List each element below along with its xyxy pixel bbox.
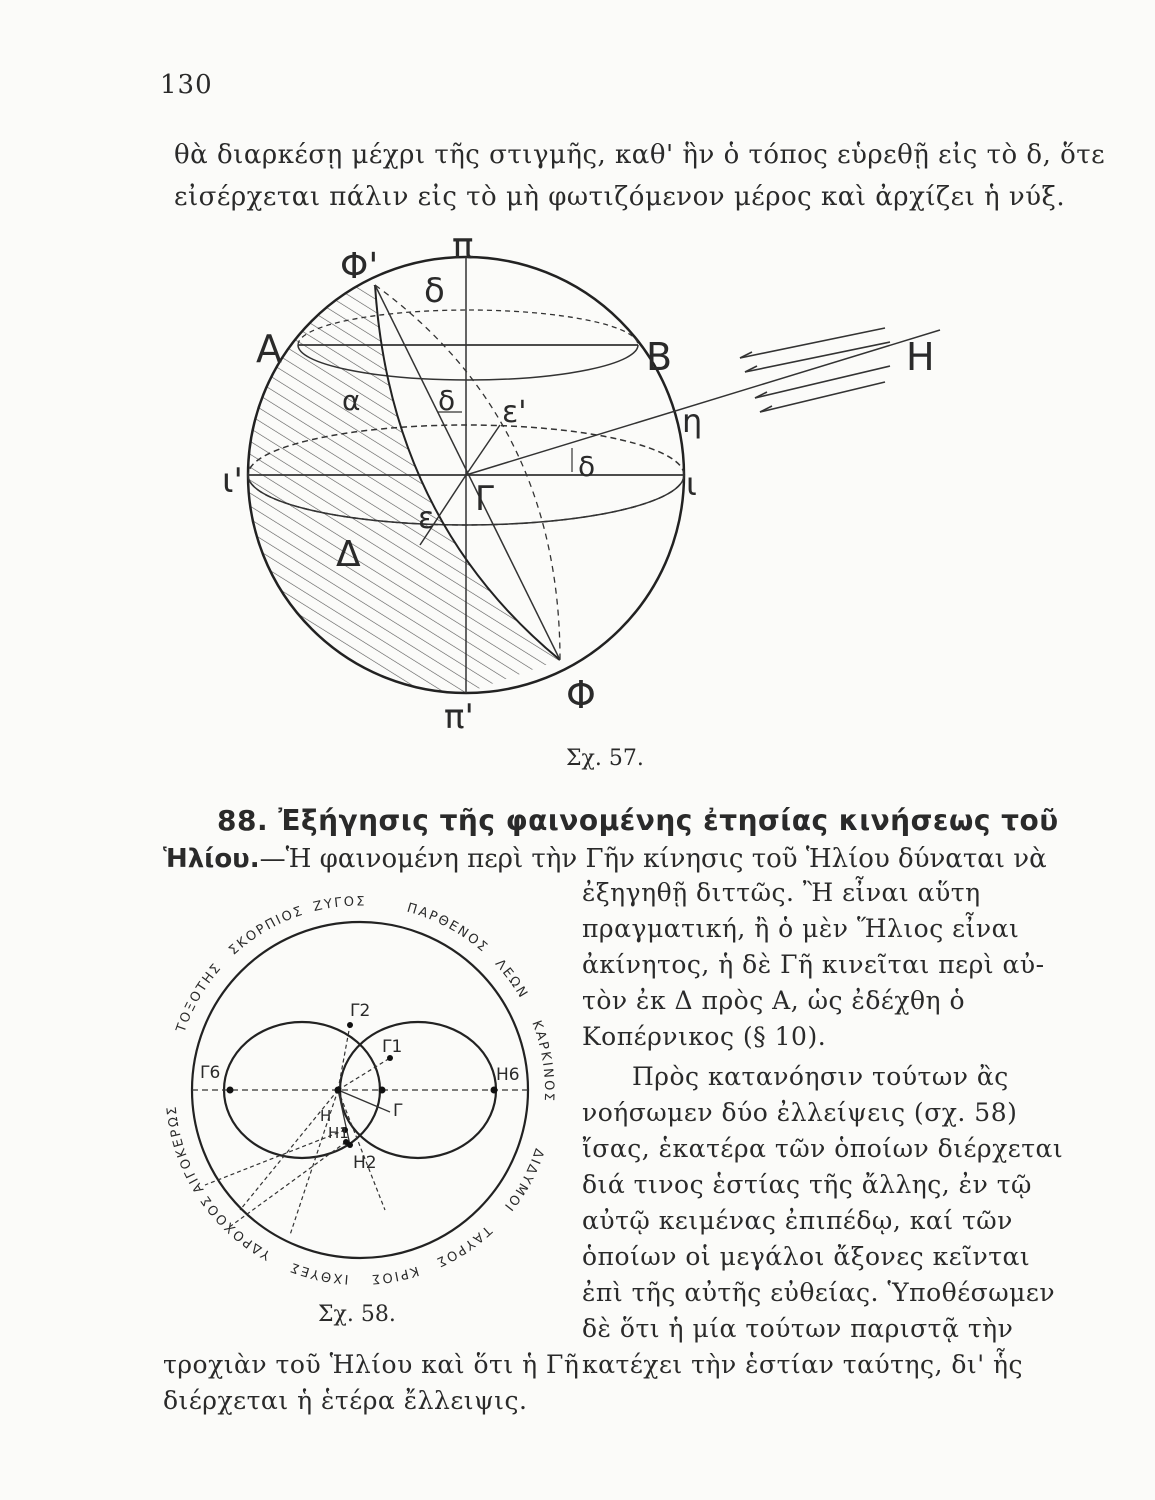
label-eta: η — [682, 402, 703, 440]
svg-text:ΤΟΞΟΤΗΣ — [173, 960, 225, 1035]
zodiac-didymoi: ΔΙΔΥΜΟΙ — [499, 1146, 547, 1215]
zodiac-aigokeros: ΑΙΓΟΚΕΡΩΣ — [164, 1104, 208, 1196]
section-heading — [217, 804, 1059, 837]
svg-text:ΔΙΔΥΜΟΙ — [500, 1146, 546, 1214]
rcol-line-5: Κοπέρνικος (§ 10). — [582, 1022, 827, 1051]
label-pi: π — [452, 226, 474, 267]
label-h2: Η2 — [353, 1153, 377, 1173]
fig57-caption: Σχ. 57. — [566, 746, 644, 771]
rcol-line-1: ἐξηγηθῇ διττῶς. Ἢ εἶναι αὕτη — [582, 878, 981, 907]
rcol-line-13: δὲ ὅτι ἡ μία τούτων παριστᾷ τὴν — [582, 1314, 1014, 1343]
label-h1: Η1 — [328, 1124, 349, 1142]
zodiac-ydrochoos: ΥΔΡΟΧΟΟΣ — [197, 1191, 274, 1263]
label-pi-prime: π' — [444, 697, 474, 737]
label-A: Α — [256, 327, 282, 371]
zodiac-tauros: ΤΑΥΡΟΣ — [432, 1222, 495, 1270]
label-epsilon-prime: ε' — [502, 395, 527, 430]
fig58-caption: Σχ. 58. — [318, 1302, 396, 1327]
rcol-line-8: ἴσας, ἑκατέρα τῶν ὁποίων διέρχεται — [582, 1134, 1064, 1163]
label-gamma: Γ — [475, 479, 494, 519]
section-heading-line-2 — [163, 844, 1047, 874]
label-g6: Γ6 — [200, 1063, 221, 1083]
bottom-line-1-left: τροχιὰν τοῦ Ἡλίου καὶ ὅτι ἡ Γῆ — [163, 1350, 580, 1379]
label-h: Η — [320, 1107, 332, 1125]
rcol-line-4: τὸν ἐκ Δ πρὸς Α, ὡς ἐδέχθη ὁ — [582, 986, 966, 1015]
section-title-bold-word: Ἡλίου. — [163, 844, 260, 874]
shaded-night-region — [200, 285, 560, 693]
label-g1: Γ1 — [382, 1037, 403, 1057]
label-Delta: Δ — [336, 534, 361, 575]
label-B: Β — [646, 335, 673, 379]
svg-text:ΚΑΡΚΙΝΟΣ — [528, 1019, 556, 1104]
svg-text:ΚΡΙΟΣ — [369, 1263, 420, 1287]
label-iota-prime: ι' — [222, 461, 243, 501]
svg-text:ΖΥΓΟΣ — [312, 894, 367, 915]
svg-text:ΙΧΘΥΕΣ — [287, 1258, 349, 1286]
rcol-line-7: νοήσωμεν δύο ἐλλείψεις (σχ. 58) — [582, 1098, 1018, 1127]
section-first-sentence: —Ἡ φαινομένη περὶ τὴν Γῆν κίνησις τοῦ Ἡλίου δύναται νὰ — [259, 844, 1047, 874]
rcol-line-12: ἐπὶ τῆς αὐτῆς εὐθείας. Ὑποθέσωμεν — [582, 1278, 1056, 1307]
bottom-line-1-right: κατέχει τὴν ἑστίαν ταύτης, δι' ἧς — [582, 1350, 1023, 1379]
zodiac-zygos: ΖΥΓΟΣ — [311, 894, 367, 916]
zodiac-toxotis: ΤΟΞΟΤΗΣ — [173, 959, 226, 1035]
section-title: Ἐξήγησις τῆς φαινομένης ἐτησίας κινήσεως τοῦ — [278, 804, 1059, 837]
label-alpha: α — [342, 384, 361, 417]
rcol-line-3: ἀκίνητος, ἡ δὲ Γῆ κινεῖται περὶ αὐ- — [582, 950, 1045, 979]
label-iota: ι — [686, 465, 697, 503]
label-phi-prime: Φ' — [340, 246, 379, 287]
label-h6: Η6 — [496, 1065, 520, 1085]
figure-58 — [150, 880, 570, 1300]
label-Phi: Φ — [566, 673, 596, 717]
rcol-line-10: αὐτῷ κειμένας ἐπιπέδῳ, καί τῶν — [582, 1206, 1013, 1235]
zodiac-parthenos: ΠΑΡΘΕΝΟΣ — [405, 900, 492, 957]
rcol-line-9: διά τινος ἑστίας τῆς ἄλλης, ἐν τῷ — [582, 1170, 1032, 1199]
rcol-line-11: ὁποίων οἱ μεγάλοι ἄξονες κεῖνται — [582, 1242, 1031, 1271]
zodiac-karkinos: ΚΑΡΚΙΝΟΣ — [528, 1018, 557, 1104]
bottom-line-2: διέρχεται ἡ ἑτέρα ἔλλειψις. — [163, 1386, 528, 1415]
section-number: 88. — [217, 804, 269, 837]
zodiac-ichthyes: ΙΧΘΥΕΣ — [287, 1258, 350, 1287]
zodiac-skorpios: ΣΚΟΡΠΙΟΣ — [226, 903, 307, 959]
label-H: Η — [906, 335, 935, 379]
label-epsilon: ε — [418, 501, 435, 536]
intro-line-2: εἰσέρχεται πάλιν εἰς τὸ μὴ φωτιζόμενον μέρος καὶ ἀρχίζει ἡ νύξ. — [174, 182, 1066, 212]
label-g2: Γ2 — [350, 1001, 371, 1021]
zodiac-leon: ΛΕΩΝ — [491, 956, 531, 1002]
label-delta-mid: δ — [438, 384, 456, 417]
label-delta-top: δ — [424, 271, 445, 311]
rcol-line-2: πραγματική, ἢ ὁ μὲν Ἥλιος εἶναι — [582, 914, 1020, 943]
rcol-line-6: Πρὸς κατανόησιν τούτων ἂς — [632, 1062, 1009, 1091]
label-delta-right: δ — [578, 450, 596, 483]
zodiac-krios: ΚΡΙΟΣ — [369, 1262, 421, 1287]
svg-text:ΤΑΥΡΟΣ — [433, 1222, 495, 1270]
page-number: 130 — [160, 70, 213, 100]
svg-text:ΑΙΓΟΚΕΡΩΣ — [165, 1104, 208, 1196]
label-g: Γ — [393, 1101, 403, 1121]
intro-line-1: θὰ διαρκέσῃ μέχρι τῆς στιγμῆς, καθ' ἣν ὁ τόπος εὑρεθῇ εἰς τὸ δ, ὅτε — [174, 140, 1106, 170]
